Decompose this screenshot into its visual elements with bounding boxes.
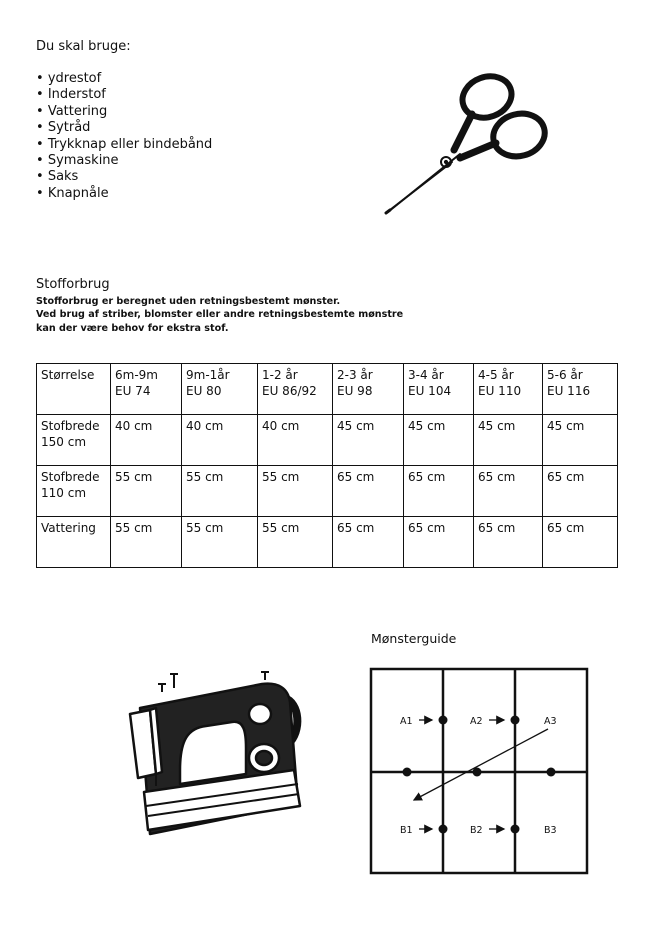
table-cell-line: 65 cm bbox=[408, 521, 446, 535]
table-cell bbox=[37, 415, 111, 466]
table-cell-line: Størrelse bbox=[41, 368, 95, 382]
table-cell bbox=[37, 466, 111, 517]
table-header-cell bbox=[404, 364, 474, 415]
table-cell-line: EU 98 bbox=[337, 384, 373, 398]
table-cell bbox=[404, 466, 474, 517]
label-a3: A3 bbox=[544, 716, 557, 727]
materials-list-item: • Sytråd bbox=[36, 120, 212, 136]
pattern-guide-title: Mønsterguide bbox=[371, 631, 457, 646]
materials-list-item: • Vattering bbox=[36, 104, 212, 120]
label-a2: A2 bbox=[470, 716, 483, 727]
table-cell bbox=[474, 517, 543, 568]
table-cell bbox=[182, 415, 258, 466]
table-cell-line: 5-6 år bbox=[547, 368, 583, 382]
table-cell bbox=[543, 517, 618, 568]
table-row bbox=[37, 517, 618, 568]
pin-marker bbox=[403, 768, 412, 777]
table-header-cell bbox=[474, 364, 543, 415]
label-b1: B1 bbox=[400, 825, 413, 836]
size-table bbox=[36, 363, 618, 568]
table-cell-line: 65 cm bbox=[478, 521, 516, 535]
materials-list-item: • Inderstof bbox=[36, 87, 212, 103]
table-cell-line: EU 86/92 bbox=[262, 384, 317, 398]
fabric-usage-note: Stofforbrug er beregnet uden retningsbestemt mønster. bbox=[36, 296, 341, 307]
table-cell bbox=[474, 466, 543, 517]
table-cell-line: 45 cm bbox=[478, 419, 516, 433]
table-cell-line: Stofbrede bbox=[41, 470, 100, 484]
table-cell-line: 55 cm bbox=[186, 521, 224, 535]
table-cell bbox=[543, 466, 618, 517]
materials-list-item: • Trykknap eller bindebånd bbox=[36, 137, 212, 153]
table-cell-line: 65 cm bbox=[547, 521, 585, 535]
table-cell-line: 55 cm bbox=[262, 470, 300, 484]
table-cell-line: 150 cm bbox=[41, 435, 87, 449]
table-cell-line: 40 cm bbox=[115, 419, 153, 433]
table-cell-line: 55 cm bbox=[115, 470, 153, 484]
table-cell bbox=[182, 466, 258, 517]
table-cell bbox=[111, 415, 182, 466]
table-cell-line: 9m-1år bbox=[186, 368, 230, 382]
table-cell-line: 65 cm bbox=[408, 470, 446, 484]
pin-marker bbox=[439, 716, 448, 725]
table-cell-line: 3-4 år bbox=[408, 368, 444, 382]
materials-list-item: • ydrestof bbox=[36, 71, 212, 87]
table-cell-line: Stofbrede bbox=[41, 419, 100, 433]
label-a1: A1 bbox=[400, 716, 413, 727]
table-cell-line: 65 cm bbox=[337, 470, 375, 484]
table-cell bbox=[111, 517, 182, 568]
table-header-cell bbox=[37, 364, 111, 415]
table-cell bbox=[111, 466, 182, 517]
pin-marker bbox=[439, 825, 448, 834]
scissors-illustration bbox=[380, 70, 555, 220]
table-row bbox=[37, 466, 618, 517]
fabric-usage-notes bbox=[36, 295, 403, 335]
table-cell-line: 6m-9m bbox=[115, 368, 158, 382]
label-b2: B2 bbox=[470, 825, 483, 836]
table-cell-line: 65 cm bbox=[547, 470, 585, 484]
fabric-usage-heading: Stofforbrug bbox=[36, 277, 110, 292]
materials-list-item: • Saks bbox=[36, 169, 212, 185]
table-header-cell bbox=[333, 364, 404, 415]
table-cell-line: EU 80 bbox=[186, 384, 222, 398]
table-cell bbox=[333, 517, 404, 568]
table-cell bbox=[37, 517, 111, 568]
pattern-guide-diagram bbox=[368, 666, 592, 878]
table-cell-line: 65 cm bbox=[478, 470, 516, 484]
table-cell bbox=[404, 517, 474, 568]
table-cell-line: 40 cm bbox=[186, 419, 224, 433]
materials-heading: Du skal bruge: bbox=[36, 39, 131, 54]
materials-list bbox=[36, 71, 212, 202]
table-cell bbox=[543, 415, 618, 466]
fabric-usage-note: Ved brug af striber, blomster eller andre retningsbestemte mønstre bbox=[36, 309, 404, 321]
table-cell-line: 4-5 år bbox=[478, 368, 514, 382]
table-cell-line: 2-3 år bbox=[337, 368, 373, 382]
table-cell-line: 1-2 år bbox=[262, 368, 298, 382]
table-cell-line: EU 74 bbox=[115, 384, 151, 398]
table-cell-line: 55 cm bbox=[186, 470, 224, 484]
sewing-machine-illustration bbox=[122, 662, 312, 847]
table-cell bbox=[333, 415, 404, 466]
materials-list-item: • Knapnåle bbox=[36, 186, 212, 202]
table-header-row bbox=[37, 364, 618, 415]
table-cell-line: 45 cm bbox=[408, 419, 446, 433]
fabric-usage-note: kan der være behov for ekstra stof. bbox=[36, 322, 229, 334]
table-cell-line: 55 cm bbox=[262, 521, 300, 535]
table-cell-line: 40 cm bbox=[262, 419, 300, 433]
table-cell-line: EU 104 bbox=[408, 384, 452, 398]
arrow-a3-diagonal bbox=[414, 729, 548, 800]
table-cell-line: 65 cm bbox=[337, 521, 375, 535]
table-cell-line: 110 cm bbox=[41, 486, 87, 500]
label-b3: B3 bbox=[544, 825, 557, 836]
table-cell bbox=[333, 466, 404, 517]
table-cell-line: 45 cm bbox=[337, 419, 375, 433]
table-cell-line: Vattering bbox=[41, 521, 96, 535]
table-cell-line: EU 110 bbox=[478, 384, 522, 398]
table-header-cell bbox=[543, 364, 618, 415]
table-row bbox=[37, 415, 618, 466]
materials-list-item: • Symaskine bbox=[36, 153, 212, 169]
table-cell bbox=[258, 415, 333, 466]
table-cell-line: 45 cm bbox=[547, 419, 585, 433]
table-cell-line: EU 116 bbox=[547, 384, 591, 398]
table-cell bbox=[258, 466, 333, 517]
table-cell bbox=[258, 517, 333, 568]
table-cell bbox=[404, 415, 474, 466]
table-cell-line: 55 cm bbox=[115, 521, 153, 535]
table-header-cell bbox=[258, 364, 333, 415]
pin-marker bbox=[511, 716, 520, 725]
pin-marker bbox=[547, 768, 556, 777]
pin-marker bbox=[511, 825, 520, 834]
table-header-cell bbox=[111, 364, 182, 415]
table-cell bbox=[474, 415, 543, 466]
table-header-cell bbox=[182, 364, 258, 415]
table-cell bbox=[182, 517, 258, 568]
